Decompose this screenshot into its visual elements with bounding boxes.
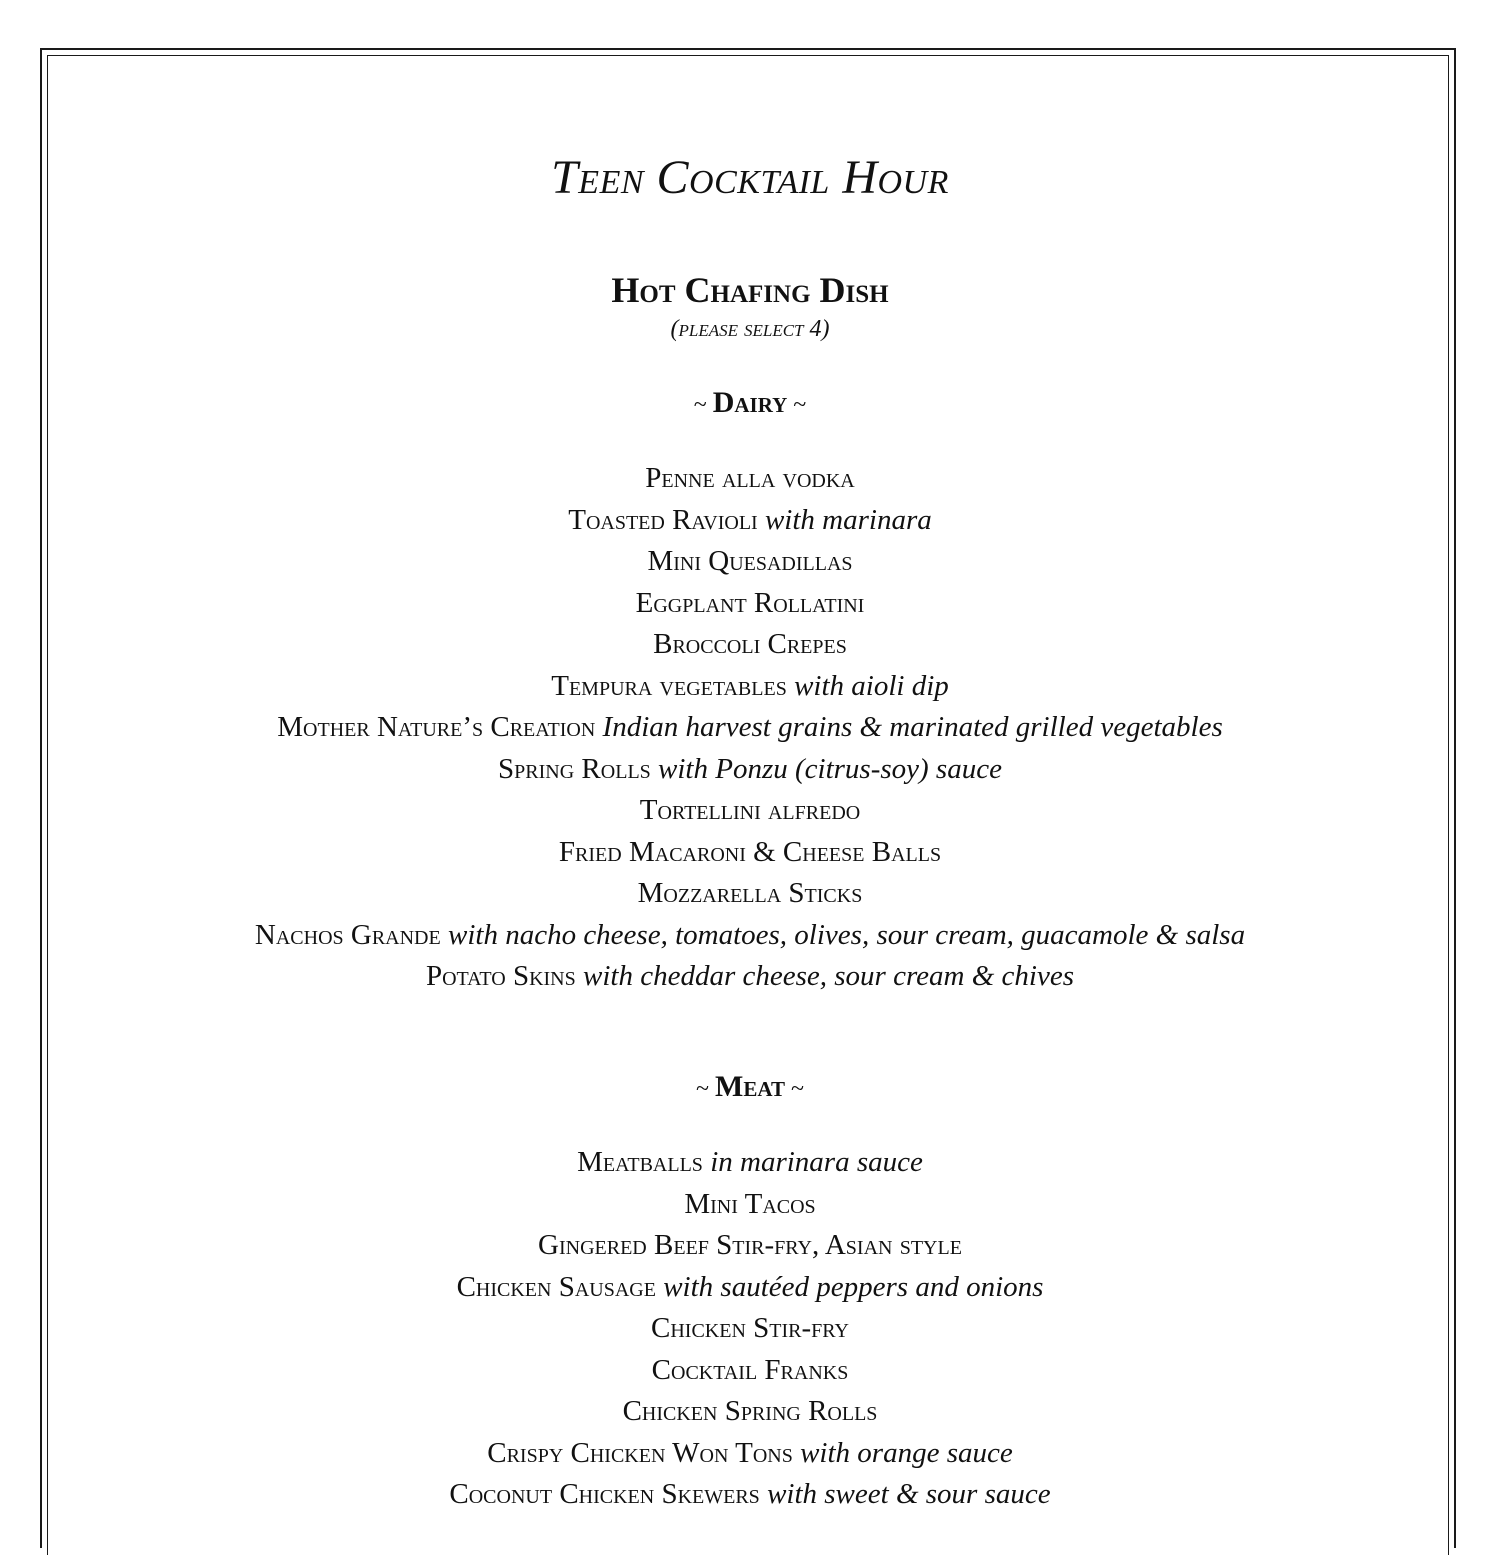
menu-item-description: with Ponzu (citrus-soy) sauce — [658, 752, 1002, 785]
dairy-menu-item — [0, 541, 1500, 583]
dairy-menu-item — [0, 583, 1500, 625]
menu-item-name: Nachos Grande — [254, 918, 441, 951]
menu-item-name: Chicken Sausage — [456, 1270, 656, 1303]
section-heading: Hot Chafing Dish — [611, 270, 889, 310]
swash-right-icon: ~ — [790, 1076, 804, 1102]
menu-item-name: Fried Macaroni & Cheese Balls — [558, 835, 942, 868]
menu-item-description: Indian harvest grains & marinated grilled vegetables — [602, 711, 1223, 743]
menu-item-name: Cocktail Franks — [651, 1353, 849, 1386]
menu-item-name: Broccoli Crepes — [653, 628, 847, 660]
menu-item-name: Tempura vegetables — [551, 669, 787, 702]
meat-heading — [0, 1067, 1500, 1109]
menu-item-name: Mini Quesadillas — [647, 545, 853, 577]
menu-item-description: with nacho cheese, tomatoes, olives, sour cream, guacamole & salsa — [447, 918, 1246, 951]
dairy-menu-item — [0, 915, 1500, 957]
menu-item-name: Coconut Chicken Skewers — [449, 1478, 760, 1510]
menu-item-name: Spring Rolls — [498, 752, 651, 785]
meat-menu-item — [0, 1308, 1500, 1350]
meat-menu-item — [0, 1267, 1500, 1309]
dairy-menu-item — [0, 873, 1500, 915]
menu-item-name: Gingered Beef Stir-fry, Asian style — [538, 1229, 962, 1261]
dairy-menu-item — [0, 956, 1500, 998]
menu-item-name: Chicken Stir-fry — [651, 1312, 849, 1344]
dairy-heading — [0, 383, 1500, 425]
menu-item-name: Meatballs — [577, 1146, 703, 1178]
menu-item-description: with cheddar cheese, sour cream & chives — [583, 960, 1074, 992]
dairy-menu-item — [0, 458, 1500, 500]
swash-left-icon: ~ — [696, 1076, 710, 1102]
menu-item-name: Chicken Spring Rolls — [622, 1395, 878, 1427]
menu-item-description: with aioli dip — [794, 669, 949, 702]
dairy-menu-item — [0, 500, 1500, 542]
dairy-menu-item — [0, 707, 1500, 749]
menu-item-name: Tortellini alfredo — [639, 794, 861, 826]
menu-item-description: in marinara sauce — [710, 1146, 923, 1178]
meat-menu-item — [0, 1142, 1500, 1184]
dairy-menu-item — [0, 624, 1500, 666]
menu-item-description: with marinara — [764, 503, 932, 536]
dairy-item-list — [0, 458, 1500, 998]
meat-menu-item — [0, 1433, 1500, 1475]
meat-menu-item — [0, 1391, 1500, 1433]
menu-item-name: Mozzarella Sticks — [637, 877, 863, 909]
menu-item-name: Toasted Ravioli — [568, 503, 758, 536]
dairy-menu-item — [0, 749, 1500, 791]
meat-menu-item — [0, 1350, 1500, 1392]
meat-menu-item — [0, 1474, 1500, 1516]
swash-left-icon: ~ — [693, 392, 707, 418]
menu-item-name: Mother Nature’s Creation — [277, 711, 596, 743]
dairy-heading-label: Dairy — [712, 386, 788, 419]
meat-menu-item — [0, 1184, 1500, 1226]
menu-item-name: Penne alla vodka — [645, 462, 855, 494]
dairy-menu-item — [0, 666, 1500, 708]
section-note: (please select 4) — [670, 316, 830, 342]
menu-item-name: Potato Skins — [425, 960, 576, 992]
menu-item-description: with orange sauce — [800, 1436, 1013, 1469]
meat-heading-label: Meat — [715, 1070, 785, 1103]
menu-item-name: Eggplant Rollatini — [635, 586, 865, 619]
dairy-menu-item — [0, 832, 1500, 874]
menu-item-description: with sweet & sour sauce — [767, 1478, 1051, 1510]
menu-item-name: Crispy Chicken Won Tons — [487, 1436, 793, 1469]
swash-right-icon: ~ — [793, 392, 807, 418]
dairy-menu-item — [0, 790, 1500, 832]
menu-item-name: Mini Tacos — [684, 1187, 816, 1220]
meat-menu-item — [0, 1225, 1500, 1267]
menu-title: Teen Cocktail Hour — [551, 151, 949, 204]
meat-item-list — [0, 1142, 1500, 1516]
menu-item-description: with sautéed peppers and onions — [663, 1270, 1044, 1303]
